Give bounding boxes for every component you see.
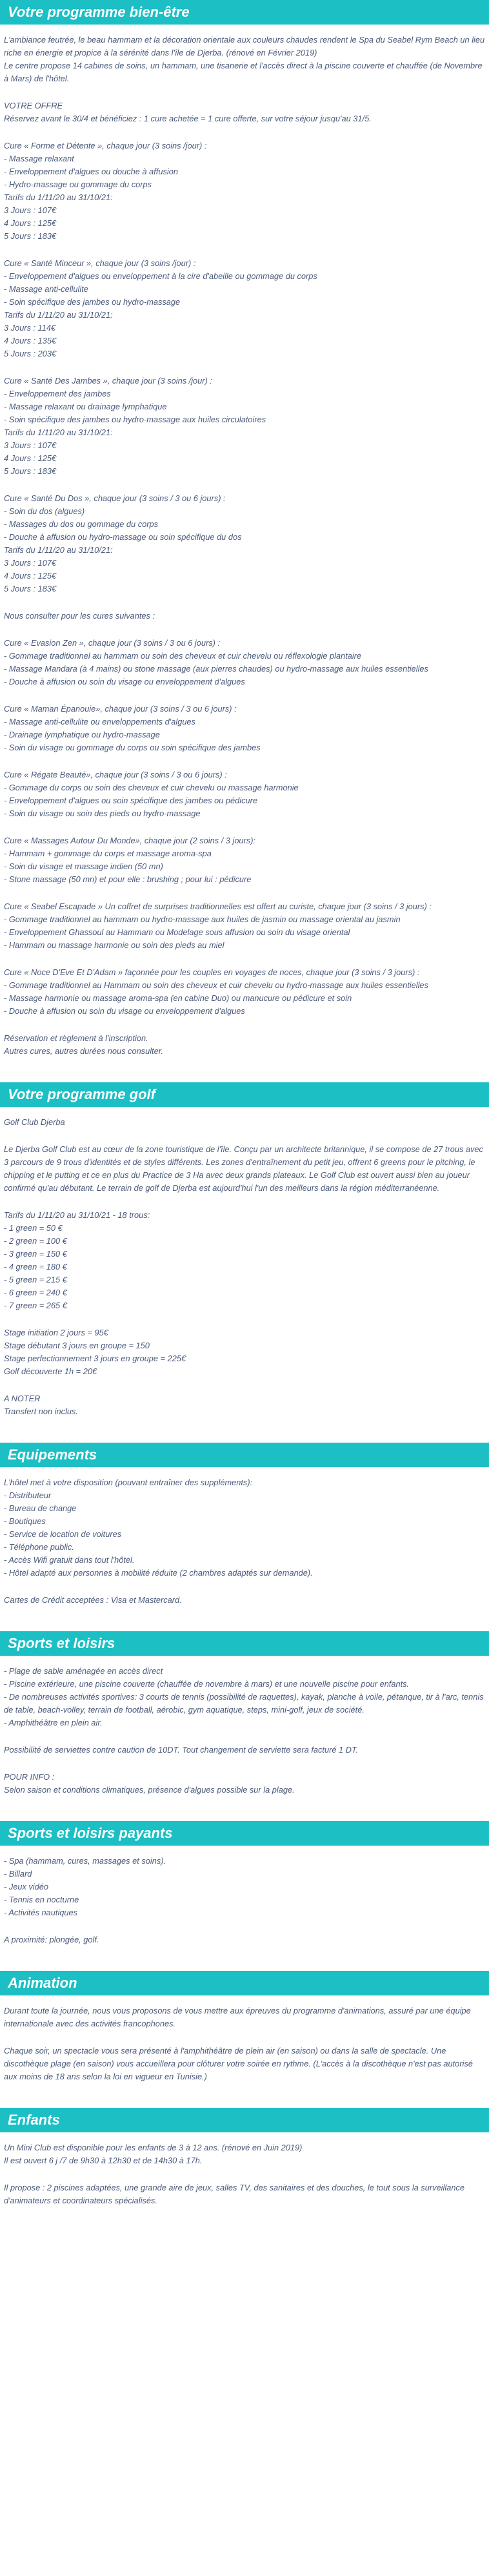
paragraph-cure-maman: Cure « Maman Épanouie», chaque jour (3 soins / 3 ou 6 jours) : - Massage anti-cellulite ou enveloppements d'algues - Drainage lymphatique ou hydro-massage - Soin du visage ou gommage du corps ou soin spécifique des jambes (4, 704, 261, 752)
paragraph-golf-stages: Stage initiation 2 jours = 95€ Stage débutant 3 jours en groupe = 150 Stage perfectionnement 3 jours en groupe = 225€ Golf découverte 1h = 20€ (4, 1328, 186, 1376)
paragraph-cure-noce: Cure « Noce D'Eve Et D'Adam » façonnée pour les couples en voyages de noces, chaque jour (3 soins / 3 jours) : - Gommage traditionnel au Hammam ou soin des cheveux et cuir chevelu ou hydro-massage aux huiles essentielles - Massage harmonie ou massage aroma-spa (en cabine Duo) ou manucure ou pédicure et soin - Douche à affusion ou soin du visage ou enveloppement d'algues (4, 967, 428, 1016)
paragraph-cure-minceur: Cure « Santé Minceur », chaque jour (3 soins /jour) : - Enveloppement d'algues ou enveloppement à la cire d'abeille ou gommage du corps - Massage anti-cellulite - Soin spécifique des jambes ou hydro-massage Tarifs du 1/11/20 au 31/10/21: 3 Jours : 114€ 4 Jours : 135€ 5 Jours : 203€ (4, 258, 317, 358)
paragraph-cure-regate: Cure « Régate Beauté», chaque jour (3 soins / 3 ou 6 jours) : - Gommage du corps ou soin des cheveux et cuir chevelu ou massage harmonie - Enveloppement d'algues ou soin spécifique des jambes ou pédicure - Soin du visage ou soin des pieds ou hydro-massage (4, 770, 299, 818)
section-equipements (0, 1443, 489, 1607)
section-enfants (0, 2108, 489, 2207)
paragraph-golf-tarifs: Tarifs du 1/11/20 au 31/10/21 - 18 trous: - 1 green = 50 € - 2 green = 100 € - 3 green = 150 € - 4 green = 180 € - 5 green = 215 € - 6 green = 240 € - 7 green = 265 € (4, 1210, 150, 1310)
section-sports-payants (0, 1821, 489, 1946)
paragraph-cards: Cartes de Crédit acceptées : Visa et Mastercard. (4, 1595, 182, 1605)
paragraph-consult: Nous consulter pour les cures suivantes : (4, 611, 155, 621)
section-title: Equipements (0, 1443, 489, 1467)
paragraph-serviettes: Possibilité de serviettes contre caution de 10DT. Tout changement de serviette sera facturé 1 DT. (4, 1745, 359, 1755)
section-bien-etre (0, 0, 489, 1058)
paragraph-miniclub-offer: Il propose : 2 piscines adaptées, une grande aire de jeux, salles TV, des sanitaires et des douches, le tout sous la surveillance d'animateurs et coordinateurs spécialisés. (4, 2183, 464, 2205)
section-sports (0, 1631, 489, 1797)
section-body (0, 2004, 489, 2083)
section-body (0, 1116, 489, 1418)
paragraph-cure-forme: Cure « Forme et Détente », chaque jour (3 soins /jour) : - Massage relaxant - Enveloppement d'algues ou douche à affusion - Hydro-massage ou gommage du corps Tarifs du 1/11/20 au 31/10/21: 3 Jours : 107€ 4 Jours : 125€ 5 Jours : 183€ (4, 141, 207, 241)
section-body (0, 1476, 489, 1607)
paragraph-miniclub: Un Mini Club est disponible pour les enfants de 3 à 12 ans. (rénové en Juin 2019) Il est ouvert 6 j /7 de 9h30 à 12h30 et de 14h30 à 17h. (4, 2143, 303, 2165)
paragraph-animation-night: Chaque soir, un spectacle vous sera présenté à l'amphithéâtre de plein air (en saison) ou dans la salle de spectacle. Une discothèque plage (en saison) vous accueillera pour clôturer votre soirée en rythme. (L'accès à la discothèque n'est pas autorisé aux moins de 18 ans selon la loi en vigueur en Tunisie.) (4, 2046, 473, 2081)
section-title: Votre programme bien-être (0, 0, 489, 25)
section-body (0, 1665, 489, 1797)
paragraph-intro: L'ambiance feutrée, le beau hammam et la décoration orientale aux couleurs chaudes rendent le Spa du Seabel Rym Beach un lieu riche en énergie et propice à la sérénité dans l'île de Djerba. (rénové en Février 2019) Le centre propose 14 cabines de soins, un hammam, une tisanerie et l'accès direct à la piscine couverte et chauffée (de Novembre à Mars) de l'hôtel. (4, 35, 485, 83)
paragraph-golf-note: A NOTER Transfert non inclus. (4, 1394, 78, 1416)
paragraph-payants-list: - Spa (hammam, cures, massages et soins). - Billard - Jeux vidéo - Tennis en nocturne - Activités nautiques (4, 1856, 166, 1917)
paragraph-golf-description: Le Djerba Golf Club est au cœur de la zone touristique de l'île. Conçu par un architecte britannique, il se compose de 27 trous avec 3 parcours de 9 trous d'identités et de styles différents. Les zones d'entraînement du petit jeu, offrent 6 greens pour le pitching, le chipping et le putting et ce en plus du Practice de 3 Ha avec deux grands plateaux. Le Golf Club est ouvert aussi bien au joueur confirmé qu'au débutant. Le terrain de golf de Djerba est aujourd'hui l'un des meilleurs dans la région méditerranéenne. (4, 1144, 483, 1193)
paragraph-cure-dos: Cure « Santé Du Dos », chaque jour (3 soins / 3 ou 6 jours) : - Soin du dos (algues) - Massages du dos ou gommage du corps - Douche à affusion ou hydro-massage ou soin spécifique du dos Tarifs du 1/11/20 au 31/10/21: 3 Jours : 107€ 4 Jours : 125€ 5 Jours : 183€ (4, 493, 242, 593)
section-title: Animation (0, 1971, 489, 1995)
section-golf (0, 1082, 489, 1418)
section-body (0, 2141, 489, 2207)
paragraph-cure-evasion: Cure « Evasion Zen », chaque jour (3 soins / 3 ou 6 jours) : - Gommage traditionnel au hammam ou soin des cheveux et cuir chevelu ou réflexologie plantaire - Massage Mandara (à 4 mains) ou stone massage (aux pierres chaudes) ou hydro-massage aux huiles essentielles - Douche à affusion ou soin du visage ou enveloppement d'algues (4, 638, 428, 686)
paragraph-animation-day: Durant toute la journée, nous vous proposons de vous mettre aux épreuves du programme d'animations, assuré par une équipe internationale avec des activités francophones. (4, 2006, 471, 2028)
paragraph-sports-list: - Plage de sable aménagée en accès direct - Piscine extérieure, une piscine couverte (chauffée de novembre à mars) et une nouvelle piscine pour enfants. - De nombreuses activités sportives: 3 courts de tennis (possibilité de raquettes), kayak, planche à voile, pétanque, tir à l'arc, tennis de table, beach-volley, terrain de football, aérobic, gym aquatique, steps, mini-golf, jeux de société. - Amphithéâtre en plein air. (4, 1666, 484, 1727)
paragraph-cure-massages: Cure « Massages Autour Du Monde», chaque jour (2 soins / 3 jours): - Hammam + gommage du corps et massage aroma-spa - Soin du visage et massage indien (50 mn) - Stone massage (50 mn) et pour elle : brushing ; pour lui : pédicure (4, 836, 256, 884)
section-animation (0, 1971, 489, 2083)
section-body (0, 34, 489, 1058)
paragraph-info: POUR INFO : Selon saison et conditions climatiques, présence d'algues possible sur la plage. (4, 1772, 295, 1795)
paragraph-proximite: A proximité: plongée, golf. (4, 1935, 99, 1944)
paragraph-golf-name: Golf Club Djerba (4, 1117, 65, 1127)
section-title: Enfants (0, 2108, 489, 2132)
paragraph-offer: VOTRE OFFRE Réservez avant le 30/4 et bénéficiez : 1 cure achetée = 1 cure offerte, sur votre séjour jusqu'au 31/5. (4, 101, 372, 123)
paragraph-cure-jambes: Cure « Santé Des Jambes », chaque jour (3 soins /jour) : - Enveloppement des jambes - Massage relaxant ou drainage lymphatique - Soin spécifique des jambes ou hydro-massage aux huiles circulatoires Tarifs du 1/11/20 au 31/10/21: 3 Jours : 107€ 4 Jours : 125€ 5 Jours : 183€ (4, 376, 266, 476)
paragraph-equipements-list: L'hôtel met à votre disposition (pouvant entraîner des suppléments): - Distributeur - Bureau de change - Boutiques - Service de location de voitures - Téléphone public. - Accès Wifi gratuit dans tout l'hôtel. - Hôtel adapté aux personnes à mobilité réduite (2 chambres adaptés sur demande). (4, 1478, 313, 1578)
section-title: Votre programme golf (0, 1082, 489, 1107)
paragraph-cure-escapade: Cure « Seabel Escapade » Un coffret de surprises traditionnelles est offert au curiste, chaque jour (3 soins / 3 jours) : - Gommage traditionnel au hammam ou hydro-massage aux huiles de jasmin ou massage oriental au jasmin - Enveloppement Ghassoul au Hammam ou Modelage sous affusion ou soin du visage oriental - Hammam ou massage harmonie ou soin des pieds au miel (4, 902, 432, 950)
section-title: Sports et loisirs payants (0, 1821, 489, 1846)
paragraph-reservation: Réservation et règlement à l'inscription. Autres cures, autres durées nous consulter. (4, 1033, 164, 1056)
section-body (0, 1855, 489, 1946)
section-title: Sports et loisirs (0, 1631, 489, 1656)
